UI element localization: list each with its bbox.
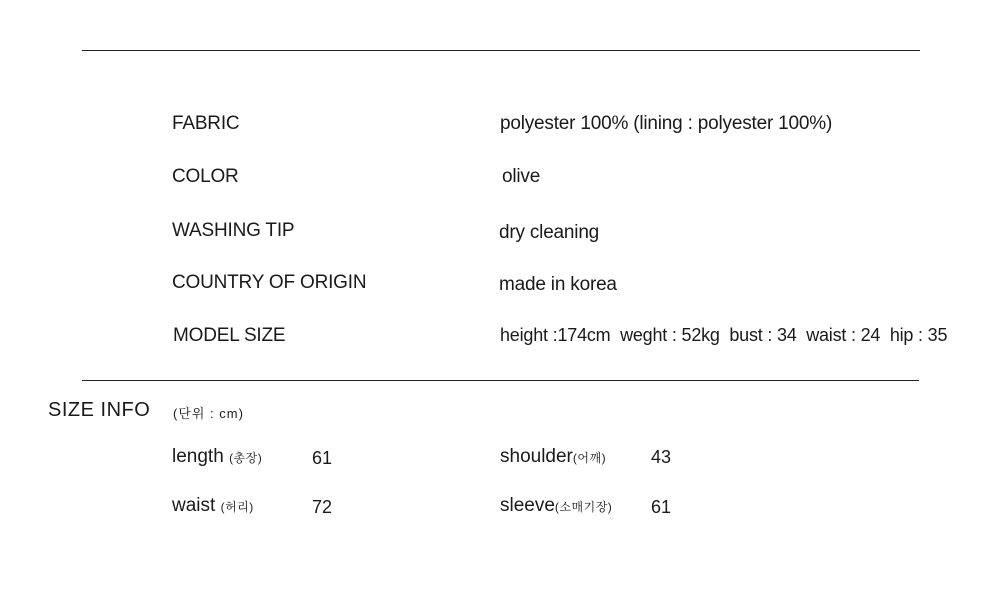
size-item-name-ko: (허리): [220, 500, 254, 514]
spec-value-washing-tip: dry cleaning: [499, 222, 600, 243]
size-item-name: length: [172, 446, 224, 467]
spec-label-model-size: MODEL SIZE: [173, 325, 286, 346]
spec-label-country-of-origin: COUNTRY OF ORIGIN: [172, 272, 367, 293]
size-info-unit: (단위 : cm): [173, 406, 244, 421]
size-item-value-sleeve: 61: [651, 497, 672, 517]
spec-label-color: COLOR: [172, 166, 239, 187]
size-info-title: SIZE INFO: [48, 399, 151, 421]
size-item-value-length: 61: [312, 448, 333, 468]
size-item-name-ko: (총장): [229, 451, 263, 465]
size-item-name: shoulder: [500, 446, 573, 467]
size-item-sleeve: [500, 495, 612, 517]
size-item-waist: [172, 495, 254, 517]
size-item-length: [172, 446, 262, 468]
size-item-name-ko: (어깨): [572, 451, 607, 465]
size-item-shoulder: [500, 446, 606, 468]
size-item-name: waist: [172, 495, 216, 516]
size-item-name-ko: (소매기장): [554, 500, 613, 514]
spec-label-washing-tip: WASHING TIP: [172, 220, 295, 241]
size-item-value-shoulder: 43: [651, 447, 672, 467]
size-item-name: sleeve: [500, 495, 555, 516]
spec-value-color: olive: [502, 166, 541, 187]
spec-value-fabric: polyester 100% (lining : polyester 100%): [500, 113, 833, 134]
mid-divider: [82, 380, 919, 381]
spec-value-model-size: height :174cm weght : 52kg bust : 34 waist : 24 hip : 35: [500, 325, 948, 345]
spec-value-country-of-origin: made in korea: [499, 274, 617, 295]
top-divider: [82, 50, 920, 51]
spec-label-fabric: FABRIC: [172, 113, 240, 134]
size-item-value-waist: 72: [312, 497, 333, 517]
